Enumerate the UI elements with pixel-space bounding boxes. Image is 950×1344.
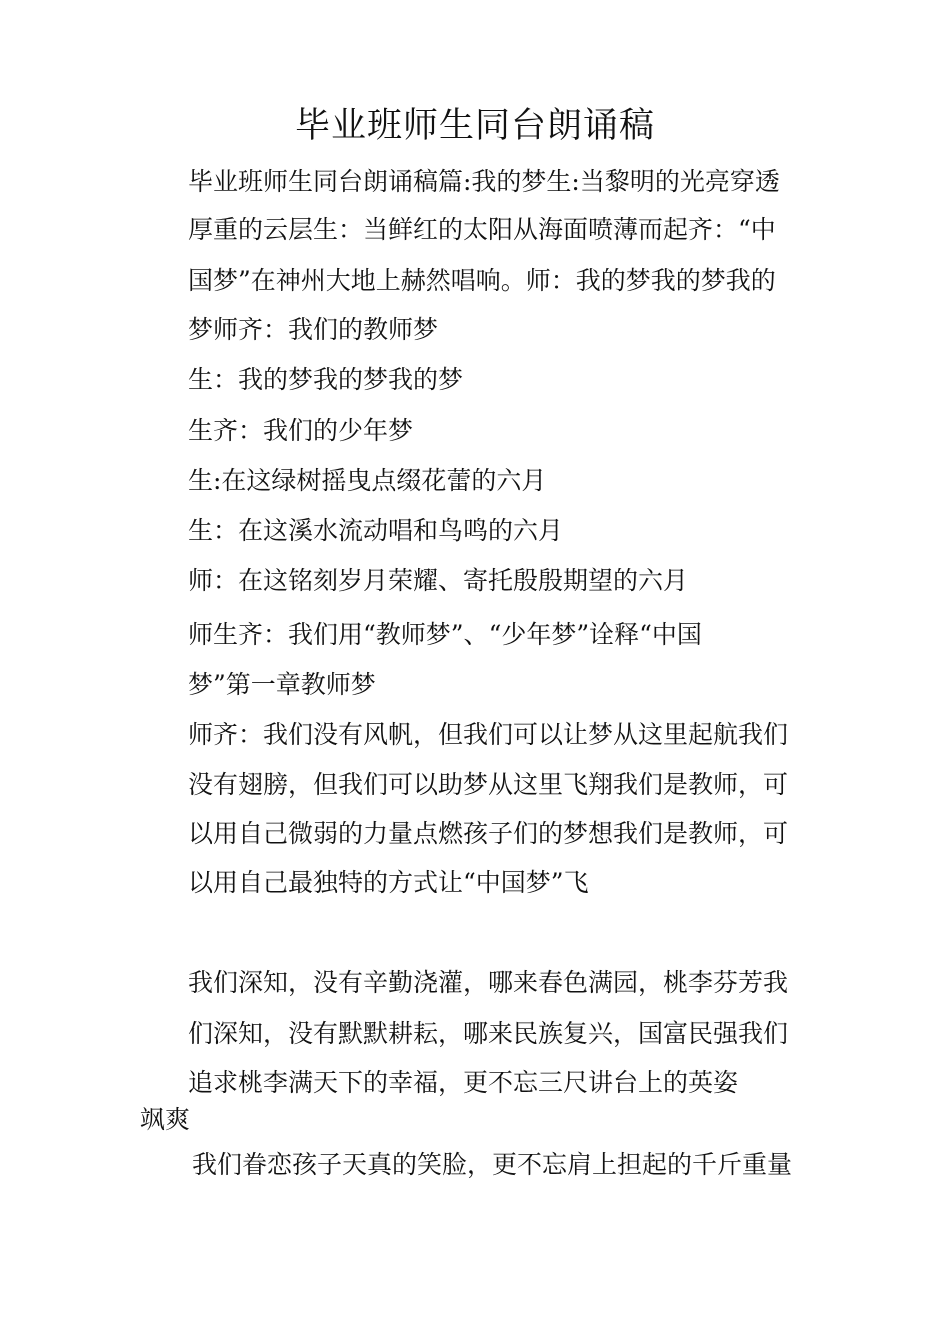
text-line: 以用自己微弱的力量点燃孩子们的梦想我们是教师，可 (188, 819, 789, 848)
text-line: 生:在这绿树摇曳点缀花蕾的六月 (188, 466, 547, 495)
document-title: 毕业班师生同台朗诵稿 (294, 106, 655, 146)
text-line: 生齐：我们的少年梦 (188, 416, 414, 445)
text-line: 生：在这溪水流动唱和鸟鸣的六月 (188, 516, 564, 545)
text-line: 师齐：我们没有风帆，但我们可以让梦从这里起航我们 (188, 720, 789, 749)
text-line: 以用自己最独特的方式让“中国梦”飞 (188, 868, 589, 897)
text-line: 追求桃李满天下的幸福，更不忘三尺讲台上的英姿 (188, 1068, 739, 1097)
text-line: 厚重的云层生：当鲜红的太阳从海面喷薄而起齐：“中 (188, 215, 776, 244)
text-line: 毕业班师生同台朗诵稿篇:我的梦生:当黎明的光亮穿透 (188, 167, 780, 196)
text-line: 飒爽 (140, 1105, 191, 1134)
text-line: 们深知，没有默默耕耘，哪来民族复兴，国富民强我们 (188, 1019, 789, 1048)
text-line: 我们眷恋孩子天真的笑脸，更不忘肩上担起的千斤重量 (192, 1150, 793, 1179)
text-line: 师：在这铭刻岁月荣耀、寄托殷殷期望的六月 (188, 566, 689, 595)
text-line: 国梦”在神州大地上赫然唱响。师：我的梦我的梦我的 (188, 266, 776, 295)
text-line: 梦师齐：我们的教师梦 (188, 315, 439, 344)
text-line: 师生齐：我们用“教师梦”、“少年梦”诠释“中国 (188, 620, 702, 649)
text-line: 生：我的梦我的梦我的梦 (188, 365, 464, 394)
text-line: 我们深知，没有辛勤浇灌，哪来春色满园，桃李芬芳我 (188, 968, 789, 997)
text-line: 梦”第一章教师梦 (188, 670, 376, 699)
text-line: 没有翅膀，但我们可以助梦从这里飞翔我们是教师，可 (188, 770, 789, 799)
